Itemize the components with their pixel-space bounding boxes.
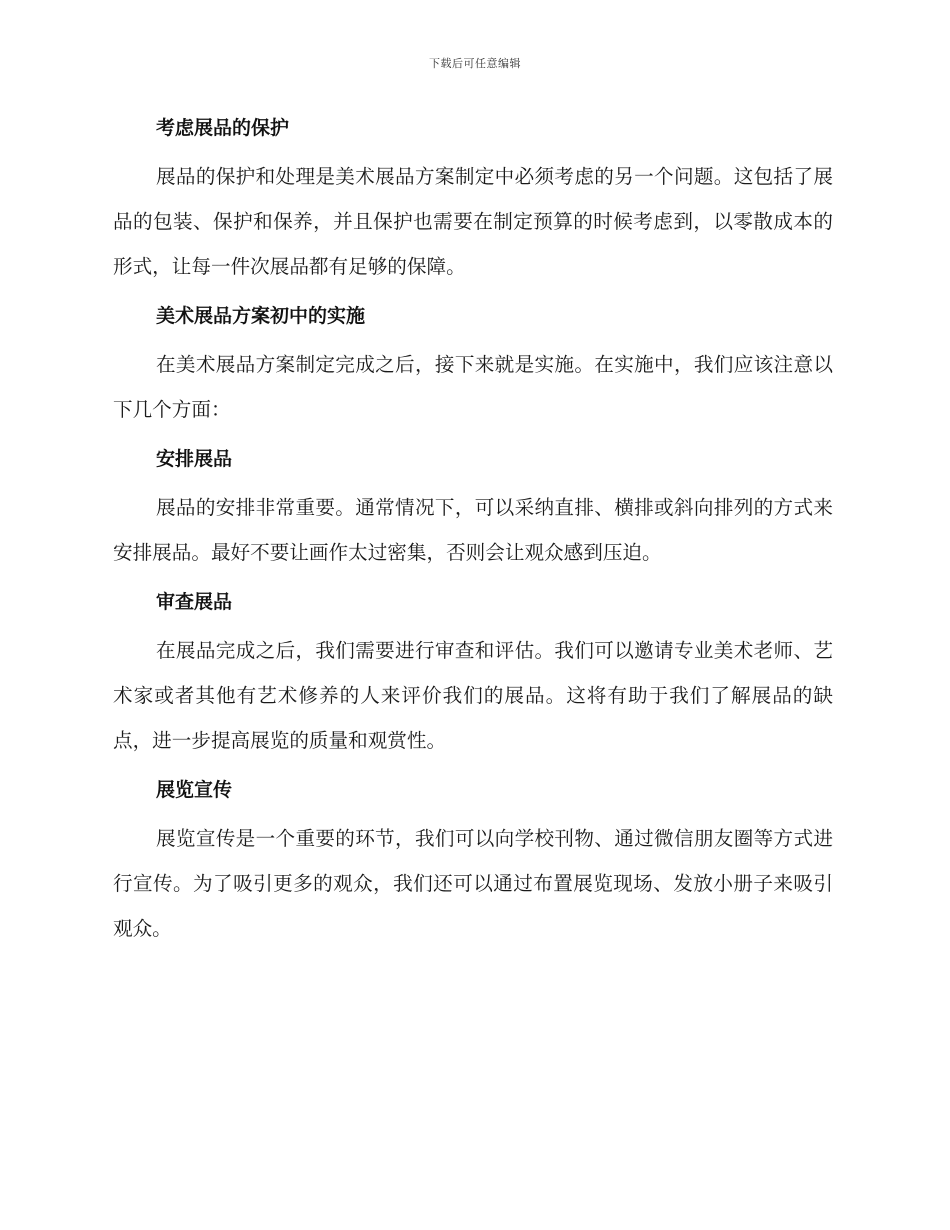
page-header-note: 下载后可任意编辑 — [429, 57, 521, 70]
section-paragraph: 展览宣传是一个重要的环节，我们可以向学校刊物、通过微信朋友圈等方式进行宣传。为了吸引更多的观众，我们还可以通过布置展览现场、发放小册子来吸引观众。 — [113, 827, 833, 940]
section-promotion — [113, 774, 833, 951]
section-protection — [113, 112, 833, 300]
section-review-exhibits — [113, 586, 833, 774]
section-heading: 安排展品 — [156, 448, 233, 470]
section-paragraph: 在美术展品方案制定完成之后，接下来就是实施。在实施中，我们应该注意以下几个方面： — [113, 353, 833, 421]
section-heading: 审查展品 — [156, 591, 233, 613]
section-heading: 展览宣传 — [156, 779, 233, 801]
section-paragraph: 在展品完成之后，我们需要进行审查和评估。我们可以邀请专业美术老师、艺术家或者其他有艺术修养的人来评价我们的展品。这将有助于我们了解展品的缺点，进一步提高展览的质量和观赏性。 — [113, 639, 833, 752]
section-implementation — [113, 300, 833, 443]
section-paragraph: 展品的保护和处理是美术展品方案制定中必须考虑的另一个问题。这包括了展品的包装、保护和保养，并且保护也需要在制定预算的时候考虑到，以零散成本的形式，让每一件次展品都有足够的保障。 — [113, 165, 833, 278]
section-heading: 考虑展品的保护 — [156, 117, 290, 139]
section-heading: 美术展品方案初中的实施 — [156, 305, 366, 327]
section-paragraph: 展品的安排非常重要。通常情况下，可以采纳直排、横排或斜向排列的方式来安排展品。最好不要让画作太过密集，否则会让观众感到压迫。 — [113, 496, 833, 564]
section-arrange-exhibits — [113, 443, 833, 586]
document-body — [113, 112, 833, 951]
